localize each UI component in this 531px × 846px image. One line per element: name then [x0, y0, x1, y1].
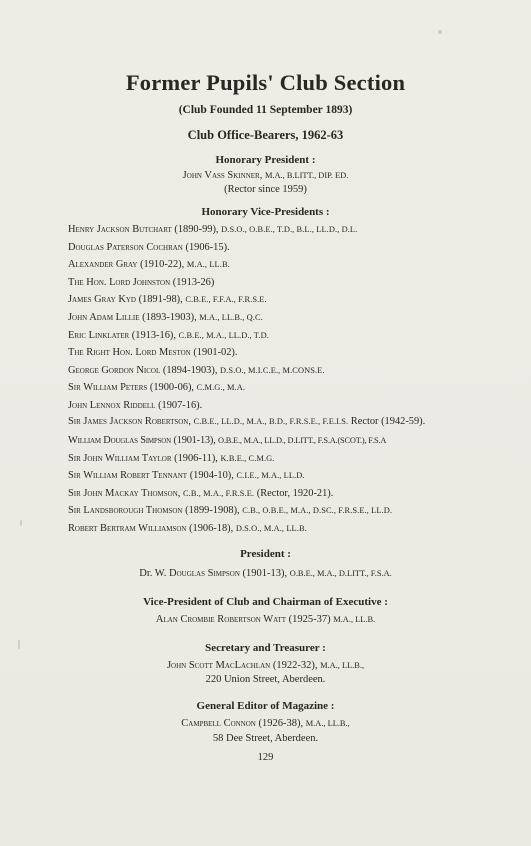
page-number: 129: [257, 752, 274, 763]
editor-heading: General Editor of Magazine :: [196, 700, 335, 712]
list-item: George Gordon Nicol (1894-1903), D.S.O., M.I.C.E., M.CONS.E.: [68, 364, 325, 376]
paper-speck: [438, 30, 442, 34]
list-item: William Douglas Simpson (1901-13), O.B.E., M.A., LL.D., D.LITT., F.S.A.(SCOT.), F.S.A: [68, 435, 387, 447]
list-item: Alexander Gray (1910-22), M.A., LL.B.: [68, 259, 230, 271]
honorary-president-quals: M.A., B.LITT., DIP. ED.: [264, 171, 349, 180]
editor-name: Campbell Connon: [181, 718, 256, 729]
honorary-president-name: John Vass Skinner,: [182, 170, 263, 181]
president-prefix: Dr. W.: [139, 568, 167, 579]
vice-president-dates: (1925-37): [288, 614, 331, 625]
president-dates: (1901-13),: [242, 568, 288, 579]
president-quals: O.B.E., M.A., D.LITT., F.S.A.: [289, 569, 392, 578]
club-founded-note: (Club Founded 11 September 1893): [178, 104, 353, 116]
editor-line: [0, 718, 531, 729]
secretary-address: 220 Union Street, Aberdeen.: [205, 674, 326, 685]
page-title: Former Pupils' Club Section: [125, 70, 406, 95]
editor-dates: (1926-38),: [258, 718, 304, 729]
honorary-president-note: (Rector since 1959): [224, 184, 307, 195]
list-item: Sir James Jackson Robertson, C.B.E., LL.D., M.A., B.D., F.R.S.E., F.E.I.S. Rector (1942-59).: [68, 415, 426, 427]
list-item: Sir John Mackay Thomson, C.B., M.A., F.R.S.E. (Rector, 1920-21).: [68, 487, 334, 499]
president-line: [0, 568, 531, 579]
secretary-name: John Scott MacLachlan: [166, 660, 271, 671]
list-item: John Adam Lillie (1893-1903), M.A., LL.B., Q.C.: [68, 311, 263, 323]
list-item: Eric Linklater (1913-16), C.B.E., M.A., LL.D., T.D.: [68, 329, 269, 341]
vice-president-name: Alan Crombie Robertson Watt: [155, 614, 287, 625]
secretary-line: [0, 660, 531, 671]
list-item: Sir John William Taylor (1906-11), K.B.E., C.M.G.: [68, 452, 275, 464]
secretary-quals: M.A., LL.B.,: [320, 661, 365, 670]
list-item: Sir Landsborough Thomson (1899-1908), C.B., O.B.E., M.A., D.SC., F.R.S.E., LL.D.: [68, 505, 393, 517]
vice-president-quals: M.A., LL.B.: [333, 615, 376, 624]
secretary-dates: (1922-32),: [272, 660, 318, 671]
list-item: Sir William Peters (1900-06), C.M.G., M.A.: [68, 382, 246, 394]
list-item: The Hon. Lord Johnston (1913-26): [68, 276, 215, 288]
president-heading: President :: [240, 548, 291, 560]
president-name: Douglas Simpson: [169, 568, 240, 579]
list-item: James Gray Kyd (1891-98), C.B.E., F.F.A., F.R.S.E.: [68, 294, 267, 306]
editor-address: 58 Dee Street, Aberdeen.: [212, 733, 319, 744]
list-item: The Right Hon. Lord Meston (1901-02).: [68, 347, 238, 359]
list-item: Douglas Paterson Cochran (1906-15).: [68, 241, 230, 253]
honorary-president-heading: Honorary President :: [215, 154, 316, 166]
vice-president-heading: Vice-President of Club and Chairman of Executive :: [143, 596, 388, 608]
vice-president-line: [0, 614, 531, 625]
secretary-heading: Secretary and Treasurer :: [205, 642, 326, 654]
paper-speck: [20, 520, 22, 526]
vice-presidents-list: [68, 221, 468, 538]
list-item: Henry Jackson Butchart (1890-99), D.S.O., O.B.E., T.D., B.L., LL.D., D.L.: [68, 224, 358, 235]
editor-quals: M.A., LL.B.,: [305, 719, 350, 728]
office-bearers-heading: Club Office-Bearers, 1962-63: [187, 128, 344, 142]
list-item: Robert Bertram Williamson (1906-18), D.S.O., M.A., LL.B.: [68, 523, 307, 534]
honorary-president-line: [0, 170, 531, 181]
list-item: Sir William Robert Tennant (1904-10), C.I.E., M.A., LL.D.: [68, 470, 305, 482]
vice-presidents-heading: Honorary Vice-Presidents :: [201, 206, 330, 218]
list-item: John Lennox Riddell (1907-16).: [68, 399, 203, 411]
